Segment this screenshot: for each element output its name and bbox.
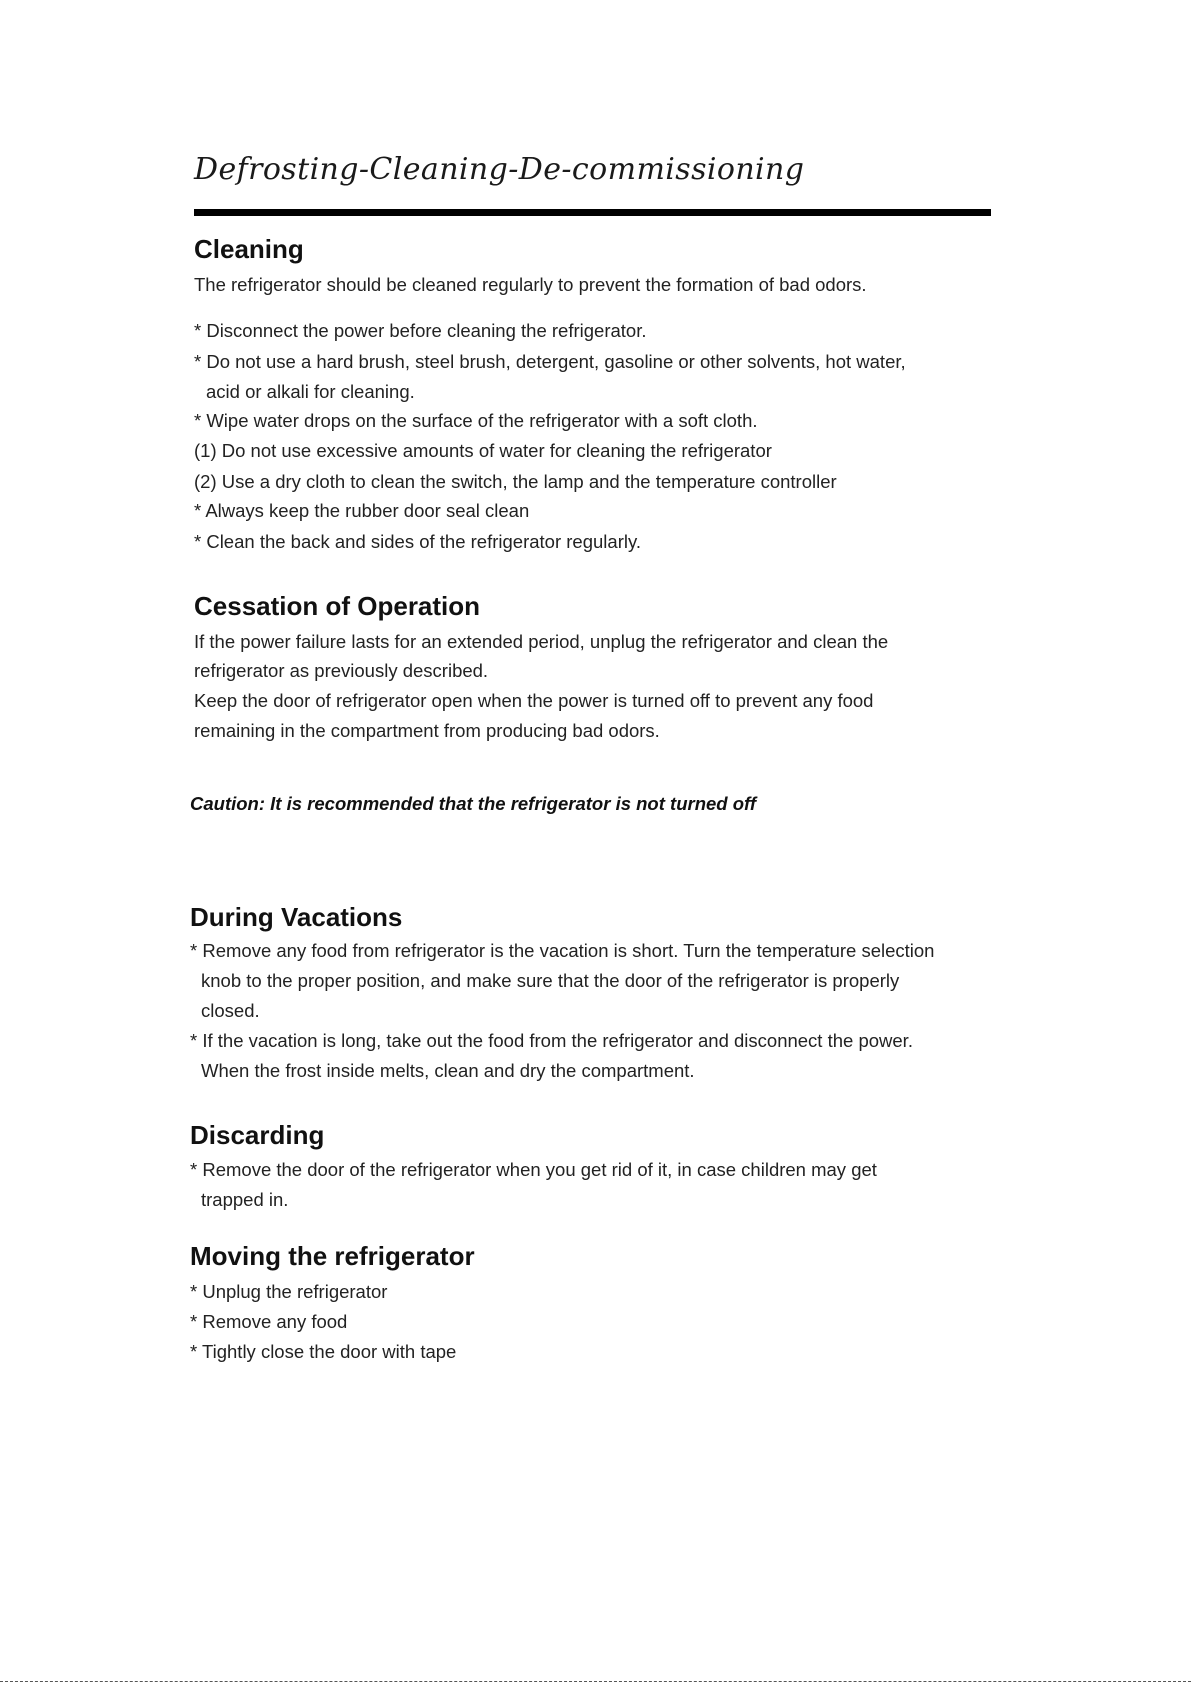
discarding-line: trapped in.	[201, 1189, 289, 1210]
cleaning-line: (2) Use a dry cloth to clean the switch, the lamp and the temperature controller	[194, 471, 837, 492]
cleaning-line: acid or alkali for cleaning.	[206, 381, 415, 402]
moving-line: * Remove any food	[190, 1311, 348, 1332]
cleaning-line: * Clean the back and sides of the refrigerator regularly.	[194, 531, 641, 552]
cleaning-line: * Wipe water drops on the surface of the refrigerator with a soft cloth.	[194, 410, 758, 431]
cleaning-line: * Do not use a hard brush, steel brush, detergent, gasoline or other solvents, hot water,	[194, 351, 906, 372]
discarding-heading: Discarding	[190, 1120, 325, 1150]
vacations-line: * If the vacation is long, take out the food from the refrigerator and disconnect the power.	[190, 1030, 913, 1051]
page-bottom-border	[0, 1681, 1191, 1682]
cleaning-line: (1) Do not use excessive amounts of water for cleaning the refrigerator	[194, 440, 772, 461]
vacations-line: knob to the proper position, and make sure that the door of the refrigerator is properly	[201, 970, 900, 991]
discarding-line: * Remove the door of the refrigerator when you get rid of it, in case children may get	[190, 1159, 877, 1180]
cleaning-intro: The refrigerator should be cleaned regularly to prevent the formation of bad odors.	[194, 274, 867, 295]
cleaning-heading: Cleaning	[194, 234, 304, 264]
moving-line: * Tightly close the door with tape	[190, 1341, 457, 1362]
cessation-line: If the power failure lasts for an extended period, unplug the refrigerator and clean the	[194, 631, 889, 652]
moving-heading: Moving the refrigerator	[190, 1241, 475, 1271]
page-title: Defrosting-Cleaning-De-commissioning	[194, 152, 805, 187]
cessation-line: Keep the door of refrigerator open when the power is turned off to prevent any food	[194, 690, 874, 711]
cessation-heading: Cessation of Operation	[194, 591, 481, 621]
title-underline	[194, 209, 991, 216]
vacations-line: closed.	[201, 1000, 260, 1021]
caution-note: Caution: It is recommended that the refrigerator is not turned off	[190, 793, 757, 814]
cleaning-line: * Always keep the rubber door seal clean	[194, 500, 530, 521]
cessation-line: remaining in the compartment from producing bad odors.	[194, 720, 660, 741]
vacations-heading: During Vacations	[190, 902, 403, 932]
vacations-line: * Remove any food from refrigerator is the vacation is short. Turn the temperature selection	[190, 940, 935, 961]
moving-line: * Unplug the refrigerator	[190, 1281, 388, 1302]
cleaning-line: * Disconnect the power before cleaning the refrigerator.	[194, 320, 647, 341]
vacations-line: When the frost inside melts, clean and dry the compartment.	[201, 1060, 695, 1081]
cessation-line: refrigerator as previously described.	[194, 660, 489, 681]
